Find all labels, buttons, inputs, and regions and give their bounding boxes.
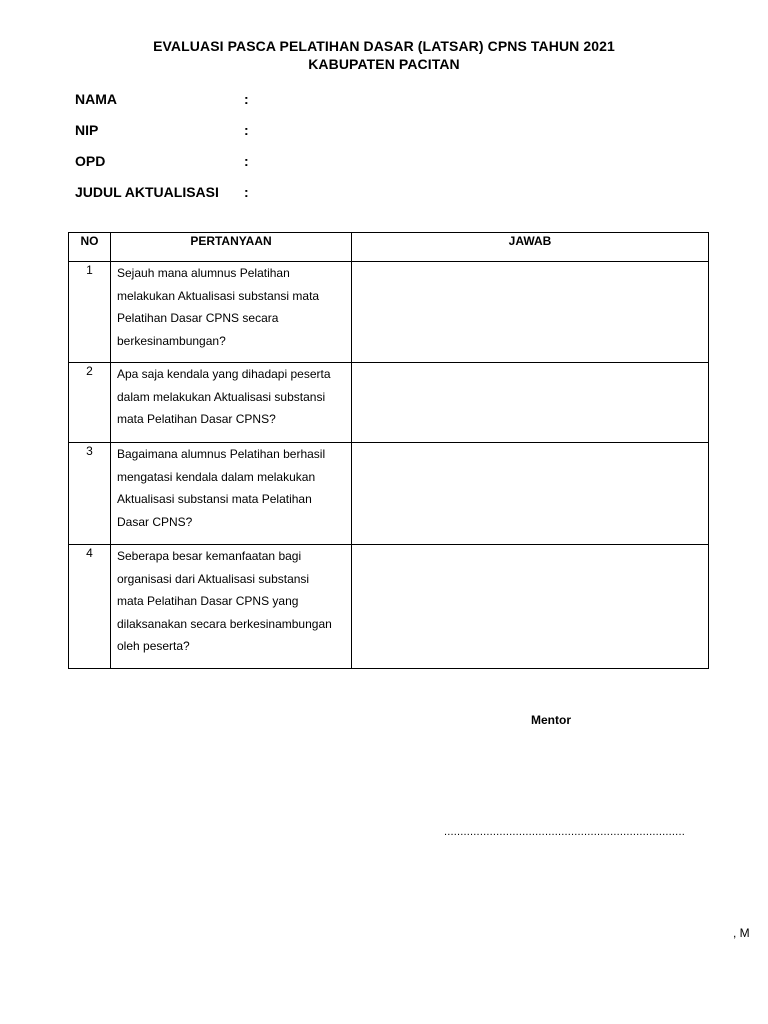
question-line: organisasi dari Aktualisasi substansi	[117, 571, 310, 586]
signature-line: ..........................................................................	[444, 826, 685, 838]
field-label-judul-aktualisasi: JUDUL AKTUALISASI	[75, 184, 219, 200]
field-label-nama: NAMA	[75, 91, 117, 107]
question-line: Seberapa besar kemanfaatan bagi	[117, 549, 302, 563]
header-jawab: JAWAB	[352, 233, 709, 262]
header-pertanyaan: PERTANYAAN	[111, 233, 352, 262]
place-date-text: , M	[733, 926, 750, 940]
table-row	[69, 545, 709, 669]
question-cell	[111, 545, 352, 669]
row-number: 1	[69, 262, 111, 363]
question-line: Sejauh mana alumnus Pelatihan	[117, 266, 290, 280]
table-row	[69, 363, 709, 443]
question-cell	[111, 443, 352, 545]
question-line: Bagaimana alumnus Pelatihan berhasil	[117, 447, 326, 461]
mentor-label: Mentor	[531, 713, 571, 727]
field-label-nip: NIP	[75, 122, 99, 138]
question-line: Dasar CPNS?	[117, 514, 193, 529]
question-line: oleh peserta?	[117, 639, 190, 653]
document-title: EVALUASI PASCA PELATIHAN DASAR (LATSAR) CPNS TAHUN 2021	[153, 38, 615, 54]
row-number: 4	[69, 545, 111, 669]
answer-cell[interactable]	[352, 363, 709, 443]
question-line: mata Pelatihan Dasar CPNS yang	[117, 594, 299, 608]
question-line: dalam melakukan Aktualisasi substansi	[117, 389, 326, 404]
table-row	[69, 262, 709, 363]
question-line: Aktualisasi substansi mata Pelatihan	[117, 492, 312, 506]
field-label-opd: OPD	[75, 153, 106, 169]
question-line: mengatasi kendala dalam melakukan	[117, 469, 316, 484]
table-header-row	[69, 233, 709, 262]
row-number: 3	[69, 443, 111, 545]
document-subtitle: KABUPATEN PACITAN	[308, 56, 460, 72]
row-number: 2	[69, 363, 111, 443]
answer-cell[interactable]	[352, 443, 709, 545]
question-cell	[111, 363, 352, 443]
table-row	[69, 443, 709, 545]
question-line: berkesinambungan?	[117, 333, 226, 348]
evaluation-table	[68, 232, 709, 669]
answer-cell[interactable]	[352, 262, 709, 363]
answer-cell[interactable]	[352, 545, 709, 669]
question-line: melakukan Aktualisasi substansi mata	[117, 288, 320, 303]
question-line: Apa saja kendala yang dihadapi peserta	[117, 367, 331, 381]
question-cell	[111, 262, 352, 363]
question-line: Pelatihan Dasar CPNS secara	[117, 311, 279, 325]
question-line: dilaksanakan secara berkesinambungan	[117, 616, 332, 631]
field-colon-opd: :	[244, 153, 249, 169]
field-colon-nip: :	[244, 122, 249, 138]
question-line: mata Pelatihan Dasar CPNS?	[117, 412, 276, 426]
field-colon-nama: :	[244, 91, 249, 107]
field-colon-judul-aktualisasi: :	[244, 184, 249, 200]
header-no: NO	[69, 233, 111, 262]
